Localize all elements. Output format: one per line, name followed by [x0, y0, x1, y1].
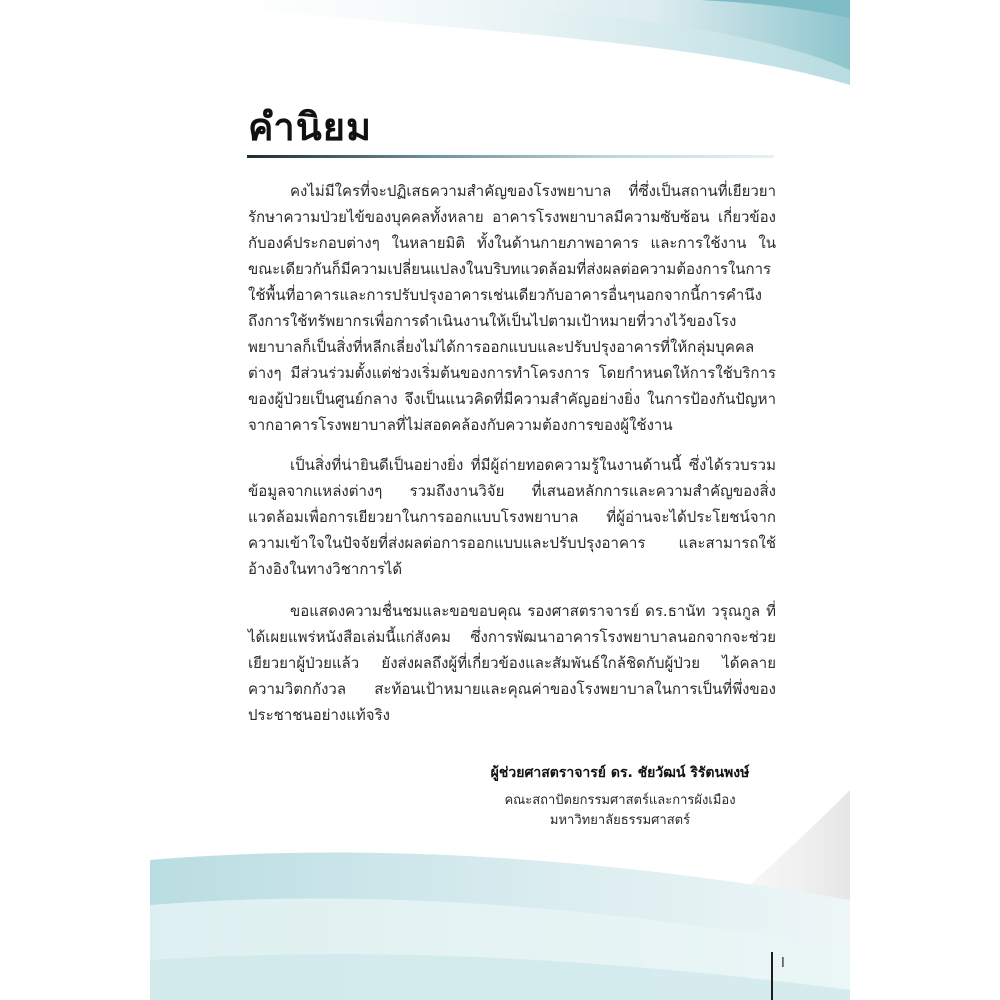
page-number: I: [781, 956, 785, 971]
signature-faculty: คณะสถาปัตยกรรมศาสตร์และการผังเมือง: [504, 793, 736, 808]
paragraph-3: ขอแสดงความชื่นชมและขอขอบคุณ รองศาสตราจารย์ ดร.ธานัท วรุณกูล ที่ได้เผยแพร่หนังสือเล่มนี้แก่สังคม ซึ่งการพัฒนาอาคารโรงพยาบาลนอกจากจะช่วยเยียวยาผู้ป่วยแล้ว ยังส่งผลถึงผู้ที่เกี่ยวข้องและสัมพันธ์ใกล้ชิดกับผู้ป่วย ได้คลายความวิตกกังวล สะท้อนเป้าหมายและคุณค่าของโรงพยาบาลในการเป็นที่พึ่งของประชาชนอย่างแท้จริง: [248, 602, 776, 724]
paragraph-2: เป็นสิ่งที่น่ายินดีเป็นอย่างยิ่ง ที่มีผู้ถ่ายทอดความรู้ในงานด้านนี้ ซึ่งได้รวบรวมข้อมูลจากแหล่งต่างๆ รวมถึงงานวิจัย ที่เสนอหลักการและความสำคัญของสิ่งแวดล้อมเพื่อการเยียวยาในการออกแบบโรงพยาบาล ที่ผู้อ่านจะได้ประโยชน์จากความเข้าใจในปัจจัยที่ส่งผลต่อการออกแบบและปรับปรุงอาคาร และสามารถใช้อ้างอิงในทางวิชาการได้: [248, 456, 776, 578]
signature-name: ผู้ช่วยศาสตราจารย์ ดร. ชัยวัฒน์ ริรัตนพงษ์: [490, 765, 750, 781]
paragraph-1: คงไม่มีใครที่จะปฏิเสธความสำคัญของโรงพยาบาล ที่ซึ่งเป็นสถานที่เยียวยา รักษาความป่วยไข้ของบุคคลทั้งหลาย อาคารโรงพยาบาลมีความซับซ้อน เกี่ยวข้องกับองค์ประกอบต่างๆ ในหลายมิติ ทั้งในด้านกายภาพอาคาร และการใช้งาน ในขณะเดียวกันก็มีความเปลี่ยนแปลงในบริบทแวดล้อมที่ส่งผลต่อความต้องการในการใช้พื้นที่อาคารและการปรับปรุงอาคารเช่นเดียวกับอาคารอื่นๆนอกจากนี้การคำนึงถึงการใช้ทรัพยากรเพื่อการดำเนินงานให้เป็นไปตามเป้าหมายที่วางไว้ของโรงพยาบาลก็เป็นสิ่งที่หลีกเลี่ยงไม่ได้การออกแบบและปรับปรุงอาคารที่ให้กลุ่มบุคคลต่างๆ มีส่วนร่วมตั้งแต่ช่วงเริ่มต้นของการทำโครงการ โดยกำหนดให้การใช้บริการของผู้ป่วยเป็นศูนย์กลาง จึงเป็นแนวคิดที่มีความสำคัญอย่างยิ่ง ในการป้องกันปัญหาจากอาคารโรงพยาบาลที่ไม่สอดคล้องกับความต้องการของผู้ใช้งาน: [248, 182, 776, 434]
page-number-divider: [771, 952, 773, 1000]
signature-university: มหาวิทยาลัยธรรมศาสตร์: [549, 813, 691, 828]
title-underline: [247, 155, 774, 158]
page-title: คำนิยม: [248, 105, 373, 149]
